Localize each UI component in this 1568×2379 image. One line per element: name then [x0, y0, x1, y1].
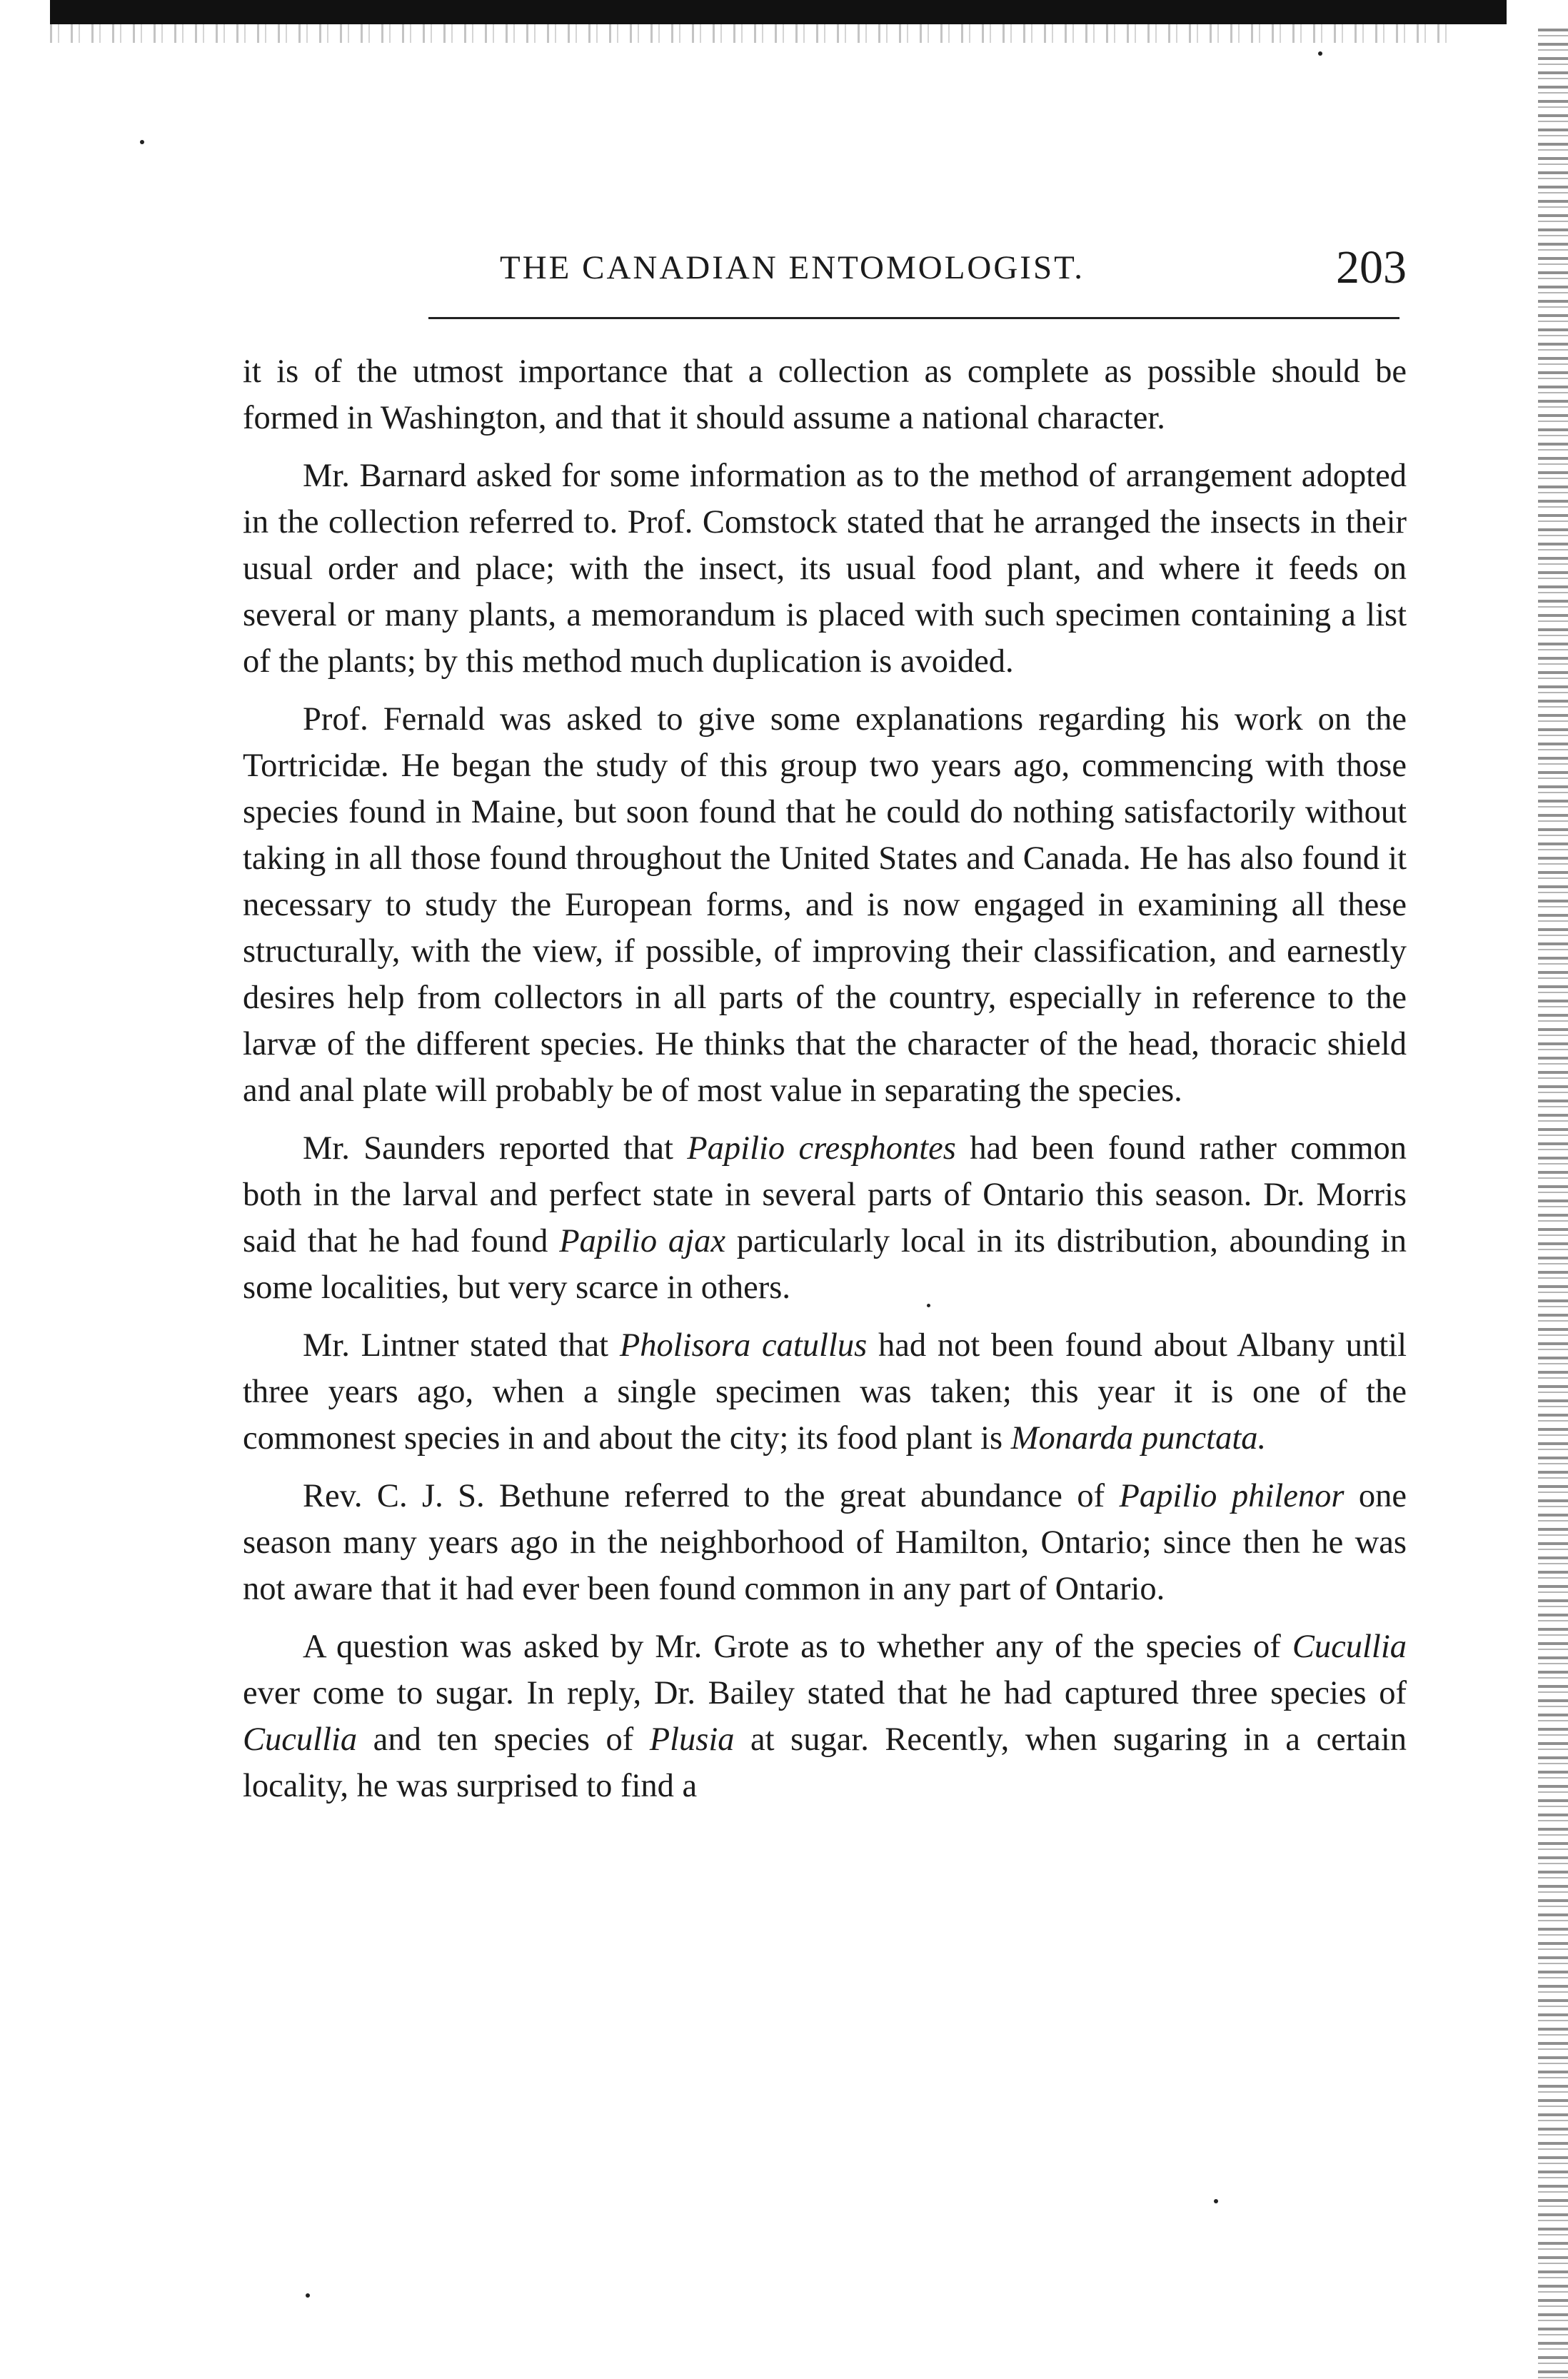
header-rule — [428, 317, 1399, 319]
scan-speck — [1318, 51, 1322, 56]
scan-speck — [306, 2293, 310, 2298]
paragraph — [243, 1125, 1407, 1311]
species-name: Pholisora catullus — [619, 1327, 868, 1364]
scan-top-border — [50, 0, 1507, 24]
species-name: Papilio cresphontes — [687, 1130, 956, 1167]
text-run: and ten species of — [357, 1721, 650, 1758]
text-run: A question was asked by Mr. Grote as to whether any of the species of — [303, 1629, 1292, 1665]
genus-name: Cucullia — [1292, 1629, 1407, 1665]
text-run: had not been found about Albany until three years ago, when a single specimen was taken; this year it is one of the commonest species in and about the city; its food plant is — [243, 1327, 1407, 1457]
species-name: Monarda punctata. — [1010, 1420, 1267, 1457]
species-name: Papilio ajax — [559, 1223, 725, 1259]
paragraph — [243, 1473, 1407, 1612]
paragraph: Mr. Barnard asked for some information as to the method of arrangement adopted in the collection referred to. Prof. Comstock stated that he arranged the insects in their usual order and place; with the insect, its usual food plant, and where it feeds on several or many plants, a memorandum is placed with such specimen containing a list of the plants; by this method much duplication is avoided. — [243, 458, 1407, 680]
text-run: ever come to sugar. In reply, Dr. Bailey stated that he had captured three species of — [243, 1675, 1407, 1711]
paragraph: Prof. Fernald was asked to give some explanations regarding his work on the Tortricidæ. He began the study of this group two years ago, commencing with those species found in Maine, but soon found that he could do nothing satisfactorily without taking in all those found throughout the United States and Canada. He has also found it necessary to study the European forms, and is now engaged in examining all these structurally, with the view, if possible, of improving their classification, and earnestly desires help from collectors in all parts of the country, especially in reference to the larvæ of the different species. He thinks that the character of the head, thoracic shield and anal plate will probably be of most value in separating the species. — [243, 701, 1407, 1109]
text-run: at sugar. Recently, when sugaring in a certain locality, he was surprised to find a — [243, 1721, 1407, 1804]
paragraph — [243, 1322, 1407, 1462]
scan-speck — [140, 140, 144, 144]
text-run: Mr. Lintner stated that — [303, 1327, 620, 1364]
paragraph: it is of the utmost importance that a collection as complete as possible should be formed in Washington, and that it should assume a national character. — [243, 353, 1407, 436]
page-number: 203 — [1336, 241, 1407, 293]
running-head — [243, 236, 1407, 300]
genus-name: Plusia — [649, 1721, 735, 1758]
text-run: one season many years ago in the neighborhood of Hamilton, Ontario; since then he was not aware that it had ever been found common in any part of Ontario. — [243, 1478, 1407, 1607]
scan-right-edge — [1538, 29, 1568, 2379]
text-run: had been found rather common both in the larval and perfect state in several parts of Ontario this season. Dr. Morris said that he had found — [243, 1130, 1407, 1259]
scan-top-noise — [50, 24, 1449, 43]
text-run: Mr. Saunders reported that — [303, 1130, 688, 1167]
scan-speck — [1214, 2199, 1218, 2203]
journal-title: THE CANADIAN ENTOMOLOGIST. — [500, 249, 1085, 286]
text-run: particularly local in its distribution, abounding in some localities, but very scarce in others. — [243, 1223, 1407, 1306]
species-name: Papilio philenor — [1119, 1478, 1345, 1514]
body-text — [243, 348, 1407, 1821]
paragraph — [243, 1624, 1407, 1809]
text-run: Rev. C. J. S. Bethune referred to the great abundance of — [303, 1478, 1120, 1514]
genus-name: Cucullia — [243, 1721, 358, 1758]
